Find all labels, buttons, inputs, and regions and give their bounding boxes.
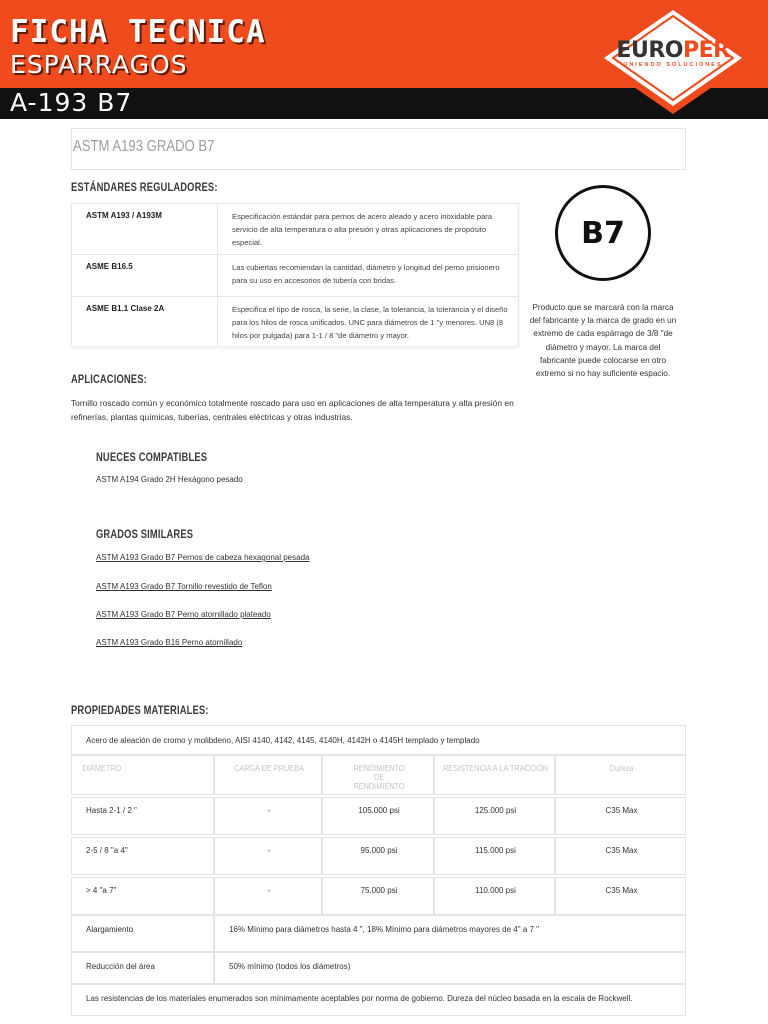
table-cell — [555, 837, 686, 875]
cell-tensile: 110.000 psi — [475, 886, 516, 895]
elongation-value: 16% Mínimo para diámetros hasta 4 ", 18% Mínimo para diámetros mayores de 4" a 7 " — [229, 925, 539, 934]
standard-description: Especifica el tipo de rosca, la serie, la clase, la tolerancia, la tolerancia y el diseño para los hilos de rosca unificados. UNC para diámetros de 1 "y menores. UN8 (8 hilos por pulgada) para 1-1 / 8 "de diámetro y mayor. — [232, 305, 508, 340]
table-cell — [214, 877, 322, 915]
material-description: Acero de aleación de cromo y molibdeno, AISI 4140, 4142, 4145, 4140H, 4142H o 4145H templado y templado — [86, 736, 480, 745]
standard-name: ASME B16.5 — [72, 255, 218, 296]
material-description-box — [71, 725, 686, 755]
cell-proof-load: - — [267, 886, 271, 895]
main-title: ASTM A193 GRADO B7 — [73, 138, 215, 155]
table-cell — [434, 877, 555, 915]
europer-logo — [588, 0, 758, 116]
table-cell — [434, 837, 555, 875]
grade-mark-note: Producto que se marcará con la marca del fabricante y la marca de grado en un extremo de cada espárrago de 3/8 "de diámetro y mayor. La marca del fabricante puede colocarse en otro extremo si no hay suficiente espacio. — [529, 303, 677, 379]
standards-table — [71, 203, 519, 346]
table-cell — [214, 797, 322, 835]
applications-text: Tornillo roscado común y económico totalmente roscado para uso en aplicaciones de alta temperatura y alta presión en refinerías, plantas químicas, tuberías, centrales eléctricas y otras industrias. — [71, 398, 514, 422]
column-header-hardness: Dureza — [609, 763, 634, 773]
cell-diameter: 2-5 / 8 "a 4" — [86, 846, 128, 855]
logo-wordmark-b: PER — [682, 38, 730, 63]
table-header-cell — [71, 755, 214, 795]
similar-grade-link[interactable]: ASTM A193 Grado B7 Pernos de cabeza hexagonal pesada — [96, 553, 310, 562]
table-cell — [71, 877, 214, 915]
table-cell — [71, 952, 214, 984]
logo-wordmark — [588, 38, 758, 63]
standards-row — [72, 255, 518, 297]
reduction-value: 50% mínimo (todos los diámetros) — [229, 962, 351, 971]
standard-description: Las cubiertas recomiendan la cantidad, diámetro y longitud del perno prisionero para su uso en accesorios de tubería con bridas. — [232, 263, 500, 285]
cell-diameter: Hasta 2-1 / 2 " — [86, 806, 137, 815]
grade-mark-label: B7 — [581, 216, 625, 251]
table-cell — [71, 837, 214, 875]
properties-footnote-box — [71, 984, 686, 1016]
cell-tensile: 115.000 psi — [475, 846, 516, 855]
product-code: A-193 B7 — [10, 88, 133, 117]
standard-name: ASME B1.1 Clase 2A — [72, 297, 218, 346]
product-name: ESPARRAGOS — [10, 50, 188, 79]
standard-name: ASTM A193 / A193M — [72, 204, 218, 254]
similar-grade-link[interactable]: ASTM A193 Grado B7 Perno atornillado plateado — [96, 610, 271, 619]
column-header-diameter: DIÁMETRO — [82, 763, 122, 773]
cell-hardness: C35 Max — [605, 806, 638, 815]
properties-heading: PROPIEDADES MATERIALES: — [71, 703, 209, 717]
column-header-proof-load: CARGA DE PRUEBA — [234, 763, 304, 773]
elongation-label: Alargamiento — [86, 925, 134, 934]
cell-hardness: C35 Max — [605, 846, 638, 855]
logo-wordmark-a: EURO — [616, 38, 683, 63]
column-header-tensile: RESISTENCIA A LA TRACCIÓN — [442, 763, 549, 773]
table-header-cell — [555, 755, 686, 795]
document-title: FICHA TECNICA — [10, 14, 266, 50]
similar-grade-link[interactable]: ASTM A193 Grado B7 Tornillo revestido de Teflon — [96, 582, 272, 591]
cell-proof-load: - — [267, 806, 271, 815]
table-cell — [555, 877, 686, 915]
cell-hardness: C35 Max — [605, 886, 638, 895]
cell-diameter: > 4 "a 7" — [86, 886, 117, 895]
standards-row — [72, 204, 518, 255]
table-cell — [322, 837, 434, 875]
similar-grade-link[interactable]: ASTM A193 Grado B16 Perno atornillado — [96, 638, 243, 647]
cell-tensile: 125.000 psi — [474, 806, 517, 815]
grade-mark-badge — [555, 185, 651, 281]
cell-yield: 105.000 psi — [358, 806, 400, 815]
table-cell — [555, 797, 686, 835]
nuts-heading: NUECES COMPATIBLES — [96, 450, 208, 464]
table-cell — [71, 915, 214, 952]
cell-yield: 95.000 psi — [360, 846, 398, 855]
standards-heading: ESTÁNDARES REGULADORES: — [71, 180, 218, 194]
table-cell — [71, 797, 214, 835]
standards-row — [72, 297, 518, 346]
cell-yield: 75.000 psi — [360, 886, 398, 895]
column-header-yield: RENDIMIENTO DE RENDIMIENTO — [353, 763, 405, 791]
logo-tagline: UNIENDO SOLUCIONES — [623, 62, 723, 68]
table-header-cell — [434, 755, 555, 795]
main-title-card — [71, 128, 686, 170]
table-cell — [214, 915, 686, 952]
nut-item: ASTM A194 Grado 2H Hexágono pesado — [96, 475, 243, 484]
table-header-cell — [322, 755, 434, 795]
table-cell — [322, 877, 434, 915]
page-header — [0, 0, 768, 119]
table-cell — [214, 837, 322, 875]
reduction-label: Reducción del área — [86, 962, 155, 971]
standard-description: Especificación estándar para pernos de acero aleado y acero inoxidable para servicio de alta temperatura o alta presión y otras aplicaciones de propósito especial. — [232, 212, 493, 247]
properties-footnote: Las resistencias de los materiales enumerados son mínimamente aceptables por norma de gobierno. Dureza del núcleo basada en la escala de Rockwell. — [86, 994, 633, 1003]
applications-heading: APLICACIONES: — [71, 372, 147, 386]
table-cell — [214, 952, 686, 984]
table-cell — [434, 797, 555, 835]
similar-grades-heading: GRADOS SIMILARES — [96, 527, 194, 541]
cell-proof-load: - — [267, 846, 271, 855]
table-header-cell — [214, 755, 322, 795]
table-cell — [322, 797, 434, 835]
